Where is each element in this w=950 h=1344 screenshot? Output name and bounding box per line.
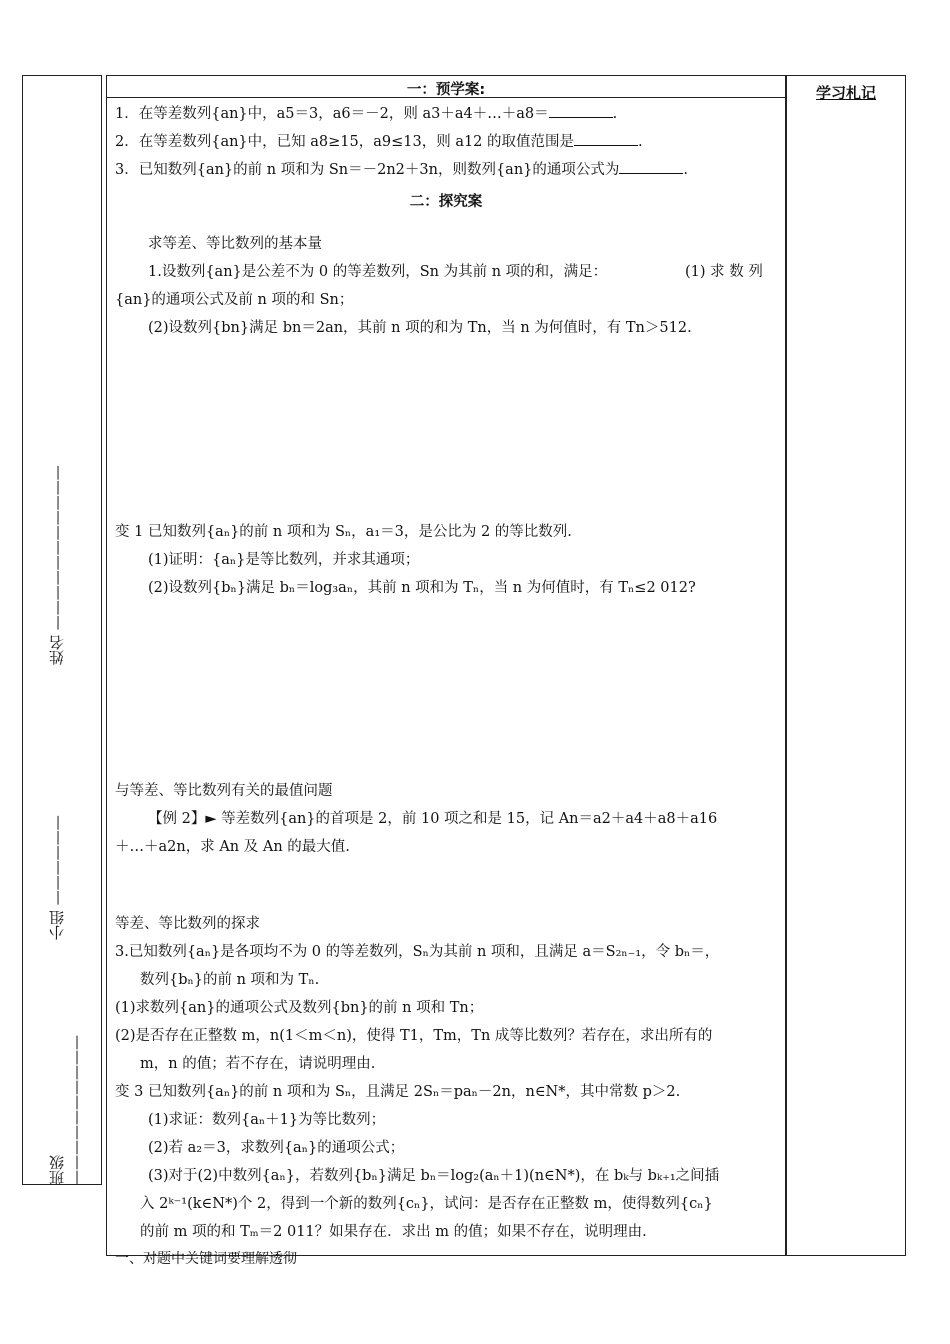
notes-column [786,75,906,1256]
variant3-line4: (3)对于(2)中数列{aₙ}，若数列{bₙ}满足 bₙ＝log₂(aₙ＋1)(n∈N*)，在 bₖ与 bₖ₊₁之间插 [148,1168,720,1184]
class-field-label: 班级—————————— [48,1035,85,1185]
topic-extreme-values: 与等差、等比数列有关的最值问题 [115,783,333,799]
problem1-line3: (2)设数列{bn}满足 bn＝2an，其前 n 项的和为 Tn，当 n 为何值时，有 Tn＞512. [148,320,692,336]
preview-question-3: 3．已知数列{an}的前 n 项和为 Sn＝－2n2＋3n，则数列{an}的通项公式为 . [115,159,688,180]
problem3-line4: (2)是否存在正整数 m，n(1＜m＜n)，使得 T1，Tm，Tn 成等比数列？若存在，求出所有的 [115,1028,713,1044]
variant1-line3: (2)设数列{bₙ}满足 bₙ＝log₃aₙ，其前 n 项和为 Tₙ，当 n 为何值时，有 Tₙ≤2 012? [148,580,696,596]
group-field-label: 小组 —————— [48,815,66,940]
example2-line2: ＋…＋a2n，求 An 及 An 的最大值. [115,839,350,855]
variant3-line3: (2)若 a₂＝3，求数列{aₙ}的通项公式； [148,1140,405,1156]
variant3-line5: 入 2ᵏ⁻¹(k∈N*)个 2，得到一个新的数列{cₙ}，试问：是否存在正整数 m，使得数列{cₙ} [140,1196,713,1212]
notes-title: 学习札记 [815,84,876,102]
variant1-line1: 变 1 已知数列{aₙ}的前 n 项和为 Sₙ，a₁＝3，是公比为 2 的等比数列. [115,524,572,540]
section1-title: 一：预学案: [406,82,486,98]
variant3-line1: 变 3 已知数列{aₙ}的前 n 项和为 Sₙ，且满足 2Sₙ＝paₙ－2n，n∈N*，其中常数 p＞2. [115,1084,681,1100]
topic-basic-quantities: 求等差、等比数列的基本量 [148,236,322,252]
topic-exploration: 等差、等比数列的探求 [115,916,260,932]
example2-line1: 【例 2】► 等差数列{an}的首项是 2，前 10 项之和是 15，记 An＝a2＋a4＋a8＋a16 [148,811,718,827]
preview-question-2: 2．在等差数列{an}中，已知 a8≥15，a9≤13，则 a12 的取值范围是 . [115,131,643,152]
problem3-line5: m，n 的值；若不存在，请说明理由. [140,1056,376,1072]
problem1-line1-part1: (1) 求 数 列 [685,264,763,280]
problem3-line3: (1)求数列{an}的通项公式及数列{bn}的前 n 项和 Tn； [115,1000,484,1016]
variant1-line2: (1)证明：{aₙ}是等比数列，并求其通项； [148,552,420,568]
problem1-line2: {an}的通项公式及前 n 项的和 Sn； [115,292,354,308]
problem3-line2: 数列{bₙ}的前 n 项和为 Tₙ. [140,972,320,988]
footer-note: 一、对题中关键词要理解透彻 [115,1251,297,1267]
variant3-line2: (1)求证：数列{aₙ＋1}为等比数列； [148,1112,386,1128]
problem3-line1: 3.已知数列{aₙ}是各项均不为 0 的等差数列，Sₙ为其前 n 项和，且满足 a＝S₂ₙ₋₁，令 bₙ＝， [115,944,720,960]
variant3-line6: 的前 m 项的和 Tₘ＝2 011？如果存在．求出 m 的值；如果不存在，说明理由. [140,1224,647,1240]
preview-question-1: 1．在等差数列{an}中，a5＝3，a6＝－2，则 a3＋a4＋…＋a8＝ . [115,103,617,124]
problem1-line1: 1.设数列{an}是公差不为 0 的等差数列，Sn 为其前 n 项的和，满足： [148,264,608,280]
name-field-label: 姓名 ——————————— [48,465,66,665]
section2-title: 二：探究案 [409,194,483,210]
